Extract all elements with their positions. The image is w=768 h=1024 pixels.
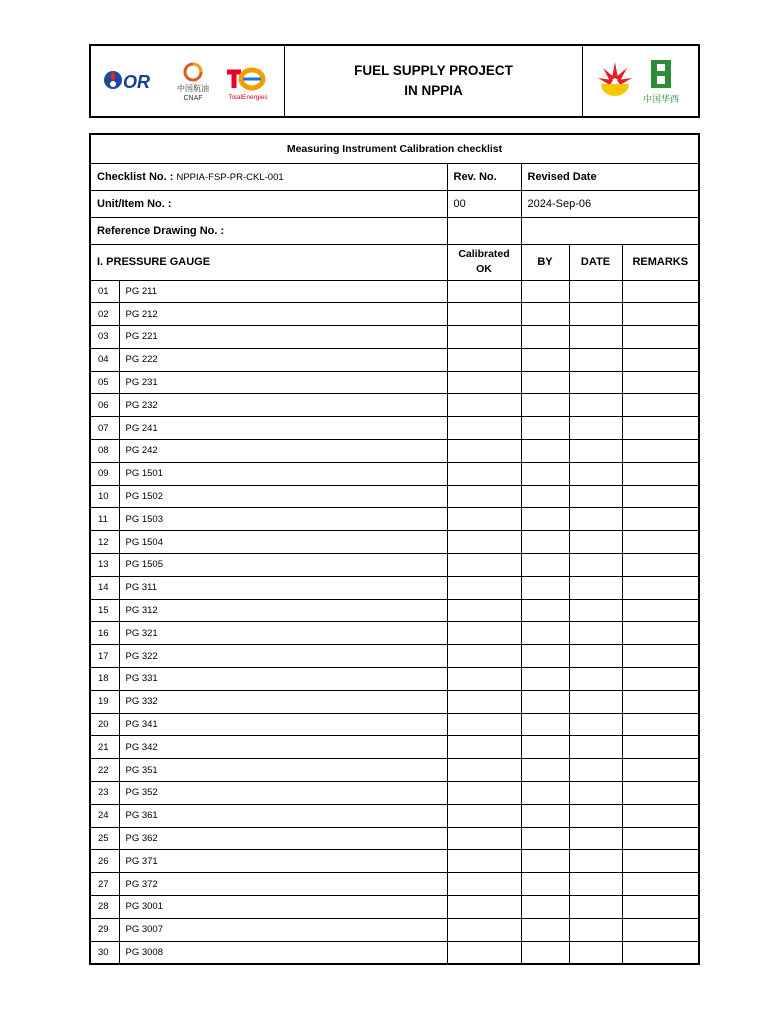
date-cell[interactable] [569,941,622,964]
item-tag: PG 361 [119,804,447,827]
calibrated-ok-cell[interactable] [447,371,521,394]
by-cell[interactable] [521,417,569,440]
item-tag: PG 322 [119,645,447,668]
item-tag: PG 1505 [119,554,447,577]
date-cell[interactable] [569,394,622,417]
by-cell[interactable] [521,462,569,485]
date-cell[interactable] [569,508,622,531]
item-number: 21 [90,736,119,759]
cnaf-logo-cn: 中国航油 [177,84,209,93]
calibrated-ok-cell[interactable] [447,576,521,599]
date-cell[interactable] [569,713,622,736]
item-number: 26 [90,850,119,873]
table-row [90,326,699,349]
remarks-cell[interactable] [622,736,699,759]
calibrated-ok-cell[interactable] [447,668,521,691]
remarks-cell[interactable] [622,713,699,736]
calibrated-ok-cell[interactable] [447,896,521,919]
date-cell[interactable] [569,440,622,463]
remarks-cell[interactable] [622,348,699,371]
calibrated-header-line1: Calibrated [458,248,510,260]
remarks-cell[interactable] [622,303,699,326]
table-row [90,759,699,782]
table-row [90,462,699,485]
item-number: 01 [90,280,119,303]
table-row [90,599,699,622]
item-tag: PG 1504 [119,531,447,554]
reference-row [90,217,699,244]
date-cell[interactable] [569,873,622,896]
client-logos [582,46,698,116]
reference-blank-2 [521,217,699,244]
date-cell[interactable] [569,326,622,349]
date-cell[interactable] [569,622,622,645]
date-cell[interactable] [569,280,622,303]
unit-item-label: Unit/Item No. : [90,190,447,217]
remarks-cell[interactable] [622,645,699,668]
by-cell[interactable] [521,622,569,645]
item-tag: PG 3008 [119,941,447,964]
by-cell[interactable] [521,326,569,349]
date-cell[interactable] [569,576,622,599]
item-tag: PG 371 [119,850,447,873]
by-cell[interactable] [521,280,569,303]
by-cell[interactable] [521,576,569,599]
table-row [90,303,699,326]
item-number: 22 [90,759,119,782]
form-title: Measuring Instrument Calibration checklist [90,134,699,163]
item-number: 28 [90,896,119,919]
table-row [90,280,699,303]
item-number: 27 [90,873,119,896]
checklist-cell [90,163,447,190]
calibrated-ok-cell[interactable] [447,531,521,554]
remarks-cell[interactable] [622,622,699,645]
table-row [90,508,699,531]
item-number: 09 [90,462,119,485]
date-cell[interactable] [569,668,622,691]
project-title [285,46,582,116]
calibration-checklist-table [89,133,700,965]
calibrated-ok-cell[interactable] [447,827,521,850]
item-tag: PG 212 [119,303,447,326]
item-number: 06 [90,394,119,417]
table-row [90,896,699,919]
date-cell[interactable] [569,827,622,850]
by-cell[interactable] [521,850,569,873]
by-cell[interactable] [521,941,569,964]
table-row [90,440,699,463]
remarks-cell[interactable] [622,896,699,919]
by-cell[interactable] [521,485,569,508]
date-cell[interactable] [569,759,622,782]
checklist-value: NPPIA-FSP-PR-CKL-001 [176,171,284,183]
item-tag: PG 3007 [119,918,447,941]
remarks-cell[interactable] [622,280,699,303]
calibrated-ok-cell[interactable] [447,918,521,941]
calibrated-ok-cell[interactable] [447,394,521,417]
project-title-line2: IN NPPIA [404,83,463,98]
item-number: 16 [90,622,119,645]
table-row [90,804,699,827]
by-cell[interactable] [521,690,569,713]
by-cell[interactable] [521,394,569,417]
remarks-cell[interactable] [622,873,699,896]
by-cell[interactable] [521,303,569,326]
by-cell[interactable] [521,554,569,577]
table-row [90,554,699,577]
calibrated-ok-cell[interactable] [447,645,521,668]
item-tag: PG 362 [119,827,447,850]
by-cell[interactable] [521,645,569,668]
table-row [90,668,699,691]
item-tag: PG 1502 [119,485,447,508]
calibrated-ok-cell[interactable] [447,941,521,964]
item-number: 18 [90,668,119,691]
huaxi-logo-text: 中国华西 [642,95,680,105]
checklist-label: Checklist No. : [97,170,174,183]
item-number: 19 [90,690,119,713]
item-tag: PG 372 [119,873,447,896]
by-cell[interactable] [521,736,569,759]
item-tag: PG 351 [119,759,447,782]
item-tag: PG 321 [119,622,447,645]
by-cell[interactable] [521,440,569,463]
date-cell[interactable] [569,485,622,508]
by-cell[interactable] [521,782,569,805]
remarks-cell[interactable] [622,782,699,805]
item-tag: PG 222 [119,348,447,371]
by-cell[interactable] [521,668,569,691]
by-cell[interactable] [521,713,569,736]
by-cell[interactable] [521,827,569,850]
calibrated-ok-cell[interactable] [447,690,521,713]
remarks-cell[interactable] [622,941,699,964]
calibrated-ok-cell[interactable] [447,554,521,577]
item-number: 25 [90,827,119,850]
item-number: 02 [90,303,119,326]
item-number: 24 [90,804,119,827]
by-cell[interactable] [521,873,569,896]
item-number: 15 [90,599,119,622]
item-number: 05 [90,371,119,394]
document-header [89,44,700,118]
calibrated-ok-cell[interactable] [447,782,521,805]
date-cell[interactable] [569,303,622,326]
calibrated-ok-cell[interactable] [447,508,521,531]
unit-row [90,190,699,217]
section-label: I. PRESSURE GAUGE [90,244,447,280]
table-row [90,531,699,554]
remarks-cell[interactable] [622,531,699,554]
item-tag: PG 352 [119,782,447,805]
or-logo-text: OR [123,72,150,92]
table-row [90,371,699,394]
by-cell[interactable] [521,759,569,782]
item-tag: PG 331 [119,668,447,691]
item-tag: PG 1501 [119,462,447,485]
table-row [90,348,699,371]
checklist-row [90,163,699,190]
calibrated-ok-cell[interactable] [447,280,521,303]
remarks-cell[interactable] [622,918,699,941]
item-tag: PG 232 [119,394,447,417]
remarks-cell[interactable] [622,371,699,394]
table-row [90,941,699,964]
date-cell[interactable] [569,599,622,622]
rev-no-label: Rev. No. [447,163,521,190]
item-number: 14 [90,576,119,599]
date-cell[interactable] [569,736,622,759]
calibrated-ok-cell[interactable] [447,622,521,645]
table-row [90,782,699,805]
by-cell[interactable] [521,508,569,531]
table-row [90,417,699,440]
column-header-row [90,244,699,280]
cnaf-logo-en: CNAF [183,95,203,102]
remarks-cell[interactable] [622,326,699,349]
totalenergies-logo [219,62,277,102]
totalenergies-logo-text: TotalEnergies [228,94,268,101]
item-tag: PG 341 [119,713,447,736]
item-number: 10 [90,485,119,508]
table-row [90,576,699,599]
calibrated-ok-cell[interactable] [447,599,521,622]
project-title-line1: FUEL SUPPLY PROJECT [354,63,513,78]
date-cell[interactable] [569,462,622,485]
item-number: 29 [90,918,119,941]
remarks-cell[interactable] [622,668,699,691]
item-number: 17 [90,645,119,668]
table-row [90,827,699,850]
table-row [90,622,699,645]
calibrated-ok-cell[interactable] [447,348,521,371]
remarks-cell[interactable] [622,462,699,485]
date-cell[interactable] [569,690,622,713]
table-row [90,850,699,873]
date-cell[interactable] [569,896,622,919]
remarks-cell[interactable] [622,508,699,531]
date-cell[interactable] [569,554,622,577]
item-number: 20 [90,713,119,736]
table-row [90,918,699,941]
item-number: 04 [90,348,119,371]
by-header: BY [521,244,569,280]
form-title-row [90,134,699,163]
date-cell[interactable] [569,417,622,440]
calibrated-ok-header [447,244,521,280]
huaxi-logo [637,56,685,110]
item-number: 11 [90,508,119,531]
item-number: 30 [90,941,119,964]
item-number: 03 [90,326,119,349]
item-tag: PG 231 [119,371,447,394]
remarks-cell[interactable] [622,576,699,599]
calibrated-ok-cell[interactable] [447,326,521,349]
by-cell[interactable] [521,804,569,827]
remarks-cell[interactable] [622,599,699,622]
table-row [90,645,699,668]
table-row [90,394,699,417]
by-cell[interactable] [521,371,569,394]
remarks-cell[interactable] [622,827,699,850]
by-cell[interactable] [521,896,569,919]
item-tag: PG 332 [119,690,447,713]
item-number: 12 [90,531,119,554]
by-cell[interactable] [521,599,569,622]
date-cell[interactable] [569,804,622,827]
calibrated-ok-cell[interactable] [447,417,521,440]
item-number: 13 [90,554,119,577]
table-row [90,873,699,896]
date-cell[interactable] [569,371,622,394]
date-cell[interactable] [569,348,622,371]
calibrated-ok-cell[interactable] [447,440,521,463]
date-header: DATE [569,244,622,280]
calibrated-header-line2: OK [476,263,492,275]
item-tag: PG 242 [119,440,447,463]
date-cell[interactable] [569,645,622,668]
calibrated-ok-cell[interactable] [447,804,521,827]
calibrated-ok-cell[interactable] [447,873,521,896]
or-logo [101,64,163,96]
remarks-cell[interactable] [622,440,699,463]
reference-drawing-label: Reference Drawing No. : [90,217,447,244]
reference-blank-1 [447,217,521,244]
item-number: 08 [90,440,119,463]
item-tag: PG 342 [119,736,447,759]
revised-date-value: 2024-Sep-06 [521,190,699,217]
calibrated-ok-cell[interactable] [447,303,521,326]
remarks-cell[interactable] [622,804,699,827]
calibrated-ok-cell[interactable] [447,850,521,873]
calibrated-ok-cell[interactable] [447,462,521,485]
revised-date-label: Revised Date [521,163,699,190]
table-row [90,713,699,736]
remarks-cell[interactable] [622,417,699,440]
item-tag: PG 3001 [119,896,447,919]
table-row [90,736,699,759]
date-cell[interactable] [569,918,622,941]
item-tag: PG 312 [119,599,447,622]
remarks-cell[interactable] [622,394,699,417]
item-number: 07 [90,417,119,440]
item-tag: PG 1503 [119,508,447,531]
remarks-cell[interactable] [622,850,699,873]
date-cell[interactable] [569,531,622,554]
by-cell[interactable] [521,918,569,941]
partner-logos [91,46,285,116]
petrochina-logo [595,58,635,98]
calibrated-ok-cell[interactable] [447,713,521,736]
table-row [90,690,699,713]
item-number: 23 [90,782,119,805]
item-tag: PG 221 [119,326,447,349]
item-tag: PG 311 [119,576,447,599]
calibrated-ok-cell[interactable] [447,759,521,782]
rev-no-value: 00 [447,190,521,217]
remarks-cell[interactable] [622,690,699,713]
by-cell[interactable] [521,531,569,554]
date-cell[interactable] [569,782,622,805]
table-row [90,485,699,508]
by-cell[interactable] [521,348,569,371]
remarks-cell[interactable] [622,554,699,577]
item-tag: PG 211 [119,280,447,303]
remarks-cell[interactable] [622,759,699,782]
calibrated-ok-cell[interactable] [447,736,521,759]
remarks-header: REMARKS [622,244,699,280]
item-tag: PG 241 [119,417,447,440]
date-cell[interactable] [569,850,622,873]
remarks-cell[interactable] [622,485,699,508]
calibrated-ok-cell[interactable] [447,485,521,508]
cnaf-logo [171,60,215,104]
